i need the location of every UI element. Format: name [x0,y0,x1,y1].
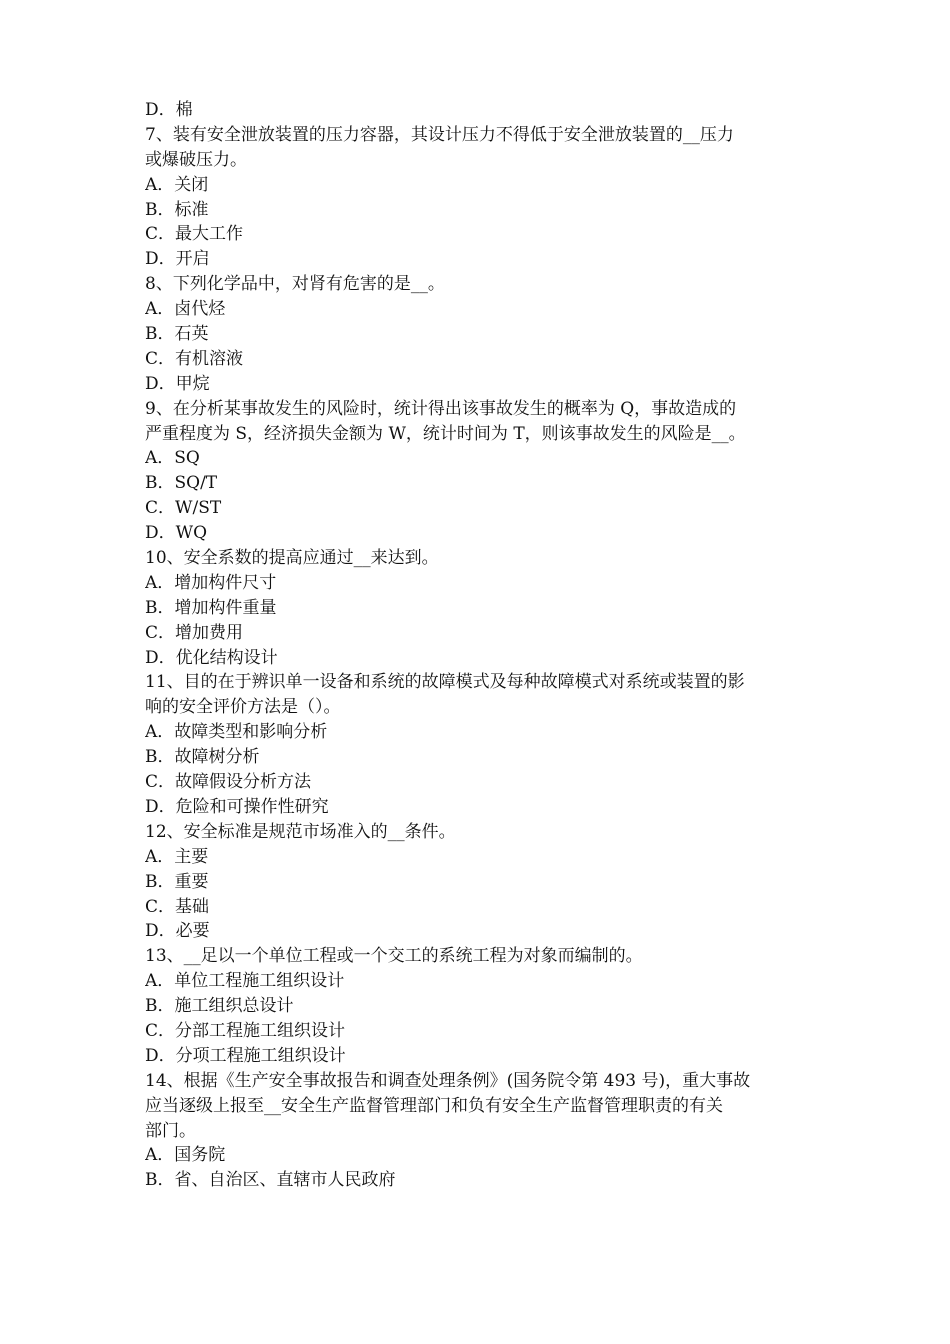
option-line: B．标准 [145,199,209,220]
question-line: 应当逐级上报至__安全生产监督管理部门和负有安全生产监督管理职责的有关 [145,1095,723,1116]
option-line: D．甲烷 [145,373,210,394]
question-line: 10、安全系数的提高应通过__来达到。 [145,548,439,569]
question-line: 9、在分析某事故发生的风险时，统计得出该事故发生的概率为 Q，事故造成的 [145,398,737,419]
question-line: 或爆破压力。 [145,149,247,170]
option-line: C．W/ST [145,498,222,519]
option-line: D．分项工程施工组织设计 [145,1045,346,1066]
question-line: 11、目的在于辨识单一设备和系统的故障模式及每种故障模式对系统或装置的影 [145,672,745,693]
option-line: D．必要 [145,921,210,942]
option-line: B．增加构件重量 [145,597,277,618]
question-line: 13、__足以一个单位工程或一个交工的系统工程为对象而编制的。 [145,946,643,967]
option-line: B．施工组织总设计 [145,996,294,1017]
option-line: B．省、自治区、直辖市人民政府 [145,1170,396,1191]
document-body [145,98,810,1193]
option-line: A．国务院 [145,1145,226,1166]
question-line: 响的安全评价方法是（）。 [145,697,341,718]
option-line: C．分部工程施工组织设计 [145,1020,346,1041]
question-line: 部门。 [145,1120,196,1141]
option-line: A．卤代烃 [145,299,226,320]
option-line: A．SQ [145,448,200,469]
option-line: B．SQ/T [145,473,218,494]
option-line: D．WQ [145,523,208,544]
option-line: A．主要 [145,846,209,867]
option-line: A．故障类型和影响分析 [145,722,328,743]
option-line: C．有机溶液 [145,348,244,369]
option-line: D．优化结构设计 [145,647,278,668]
option-line: B．重要 [145,871,209,892]
question-line: 严重程度为 S，经济损失金额为 W，统计时间为 T，则该事故发生的风险是__。 [145,423,746,444]
option-line: A．关闭 [145,174,209,195]
option-line: A．单位工程施工组织设计 [145,971,345,992]
option-line: D．开启 [145,249,210,270]
option-line: B．石英 [145,324,209,345]
option-line: B．故障树分析 [145,747,260,768]
option-line: C．增加费用 [145,622,244,643]
option-line: C．故障假设分析方法 [145,772,312,793]
question-line: 8、下列化学品中，对肾有危害的是__。 [145,274,445,295]
option-line: C．最大工作 [145,224,244,245]
option-line: C．基础 [145,896,210,917]
question-line: 7、装有安全泄放装置的压力容器，其设计压力不得低于安全泄放装置的__压力 [145,124,734,145]
option-line: A．增加构件尺寸 [145,572,277,593]
question-line: 14、根据《生产安全事故报告和调查处理条例》(国务院令第 493 号)，重大事故 [145,1070,751,1091]
option-line: D．棉 [145,100,193,120]
option-line: D．危险和可操作性研究 [145,796,329,817]
question-line: 12、安全标准是规范市场准入的__条件。 [145,821,456,842]
